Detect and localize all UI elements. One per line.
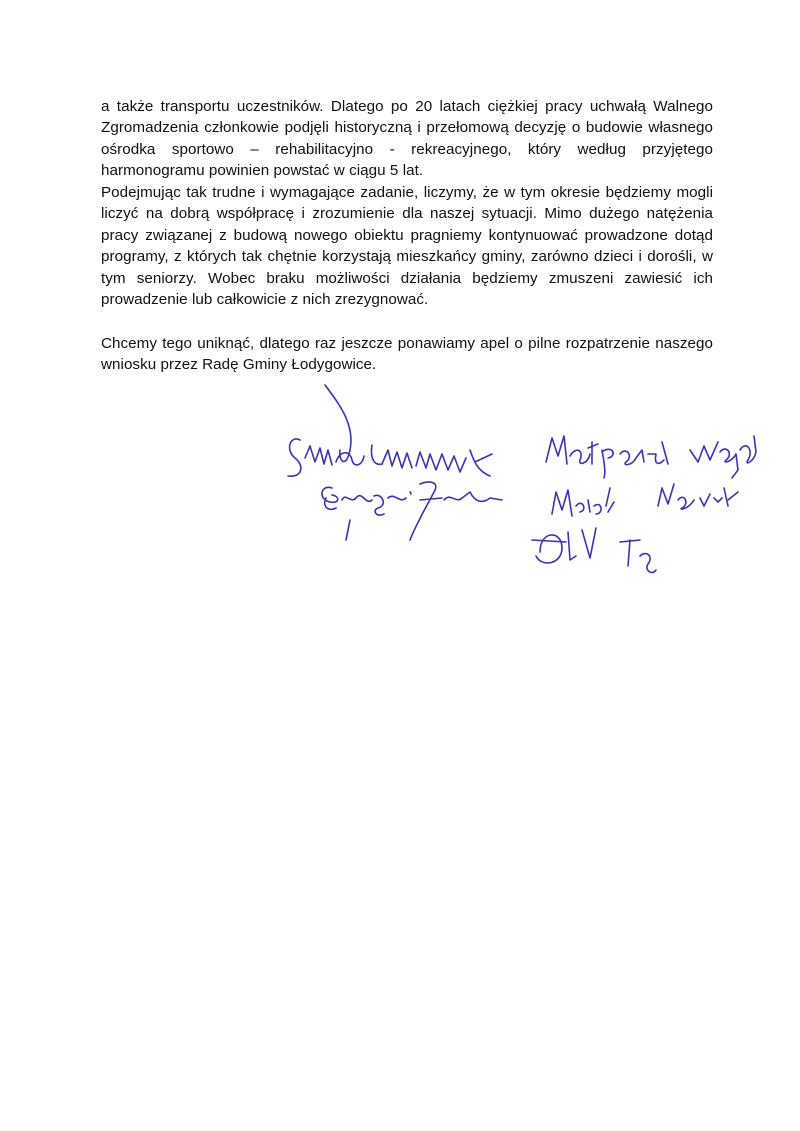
signature-eugeniusz-fojcik — [322, 482, 502, 540]
signature-initials — [532, 528, 656, 572]
paragraph-2 — [101, 182, 713, 310]
signature-malgorzata-wojda — [546, 436, 756, 478]
signatures-drawing — [270, 380, 770, 600]
paragraph-3 — [101, 333, 713, 376]
signature-stanislaw-ludwiczek — [288, 385, 492, 476]
paragraph-1-text: a także transportu uczestników. Dlatego po 20 latach ciężkiej pracy uchwałą Walnego Zgromadzenia członkowie podjęli historyczną i przełomową decyzję o budowie własnego ośrodka sportowo – rehabilitacyjno - rekreacyjnego, który według przyjętego harmonogramu powinien powstać w ciągu 5 lat. — [101, 98, 713, 180]
signatures-block — [270, 380, 770, 600]
paragraph-1 — [101, 96, 713, 182]
paragraph-3-text: Chcemy tego uniknąć, dlatego raz jeszcze ponawiamy apel o pilne rozpatrzenie naszego wniosku przez Radę Gminy Łodygowice. — [101, 335, 713, 374]
signature-marek-nowak — [552, 484, 738, 516]
paragraph-2-text: Podejmując tak trudne i wymagające zadanie, liczymy, że w tym okresie będziemy mogli liczyć na dobrą współpracę i zrozumienie dla naszej sytuacji. Mimo dużego natężenia pracy związanej z budową nowego obiektu pragniemy kontynuować prowadzone dotąd programy, z których tak chętnie korzystają mieszkańcy gminy, zarówno dzieci i dorośli, w tym seniorzy. Wobec braku możliwości działania będziemy zmuszeni zawiesić ich prowadzenie lub całkowicie z nich zrezygnować. — [101, 184, 713, 309]
